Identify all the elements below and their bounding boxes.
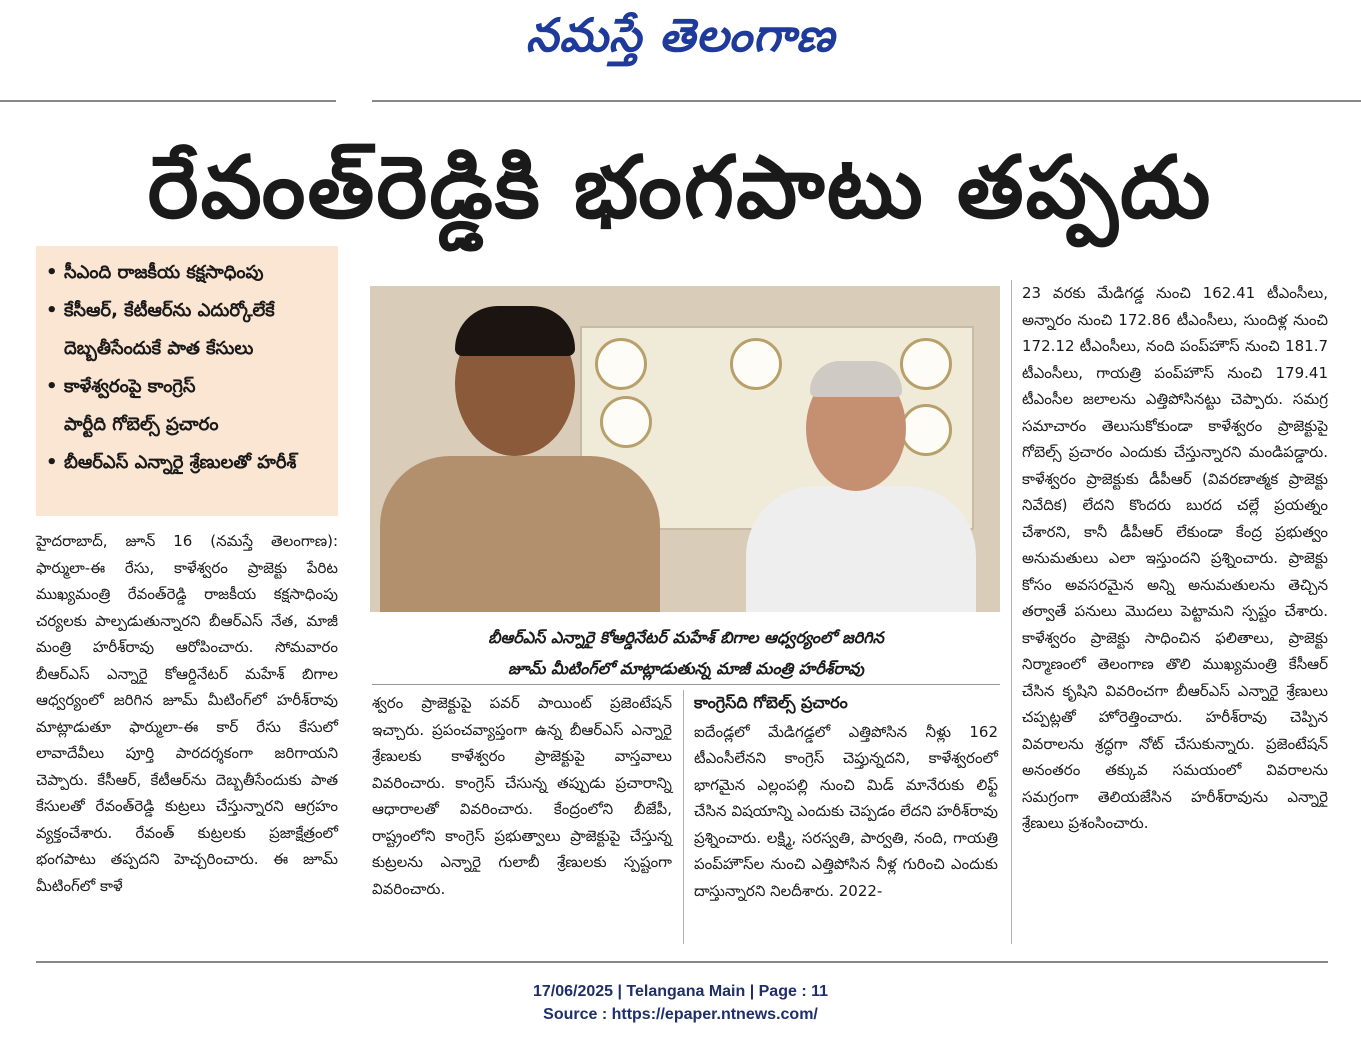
- bullet-icon: •: [46, 300, 58, 321]
- person-right-body: [746, 486, 976, 612]
- column-divider: [683, 690, 684, 944]
- headline: రేవంత్‌రెడ్డికి భంగపాటు తప్పదు: [147, 138, 1213, 238]
- clock-icon: [595, 338, 647, 390]
- person-left-hair: [455, 306, 575, 356]
- person-right-hair: [810, 361, 902, 397]
- person-left-body: [380, 456, 660, 612]
- masthead: [0, 0, 1361, 80]
- article-paragraph: ఐదేండ్లలో మేడిగడ్డలో ఎత్తిపోసిన నీళ్లు 162 టీఎంసీలేనని కాంగ్రెస్ చెప్తున్నదని, కాళేశ్వరంలో భాగమైన ఎల్లంపల్లి నుంచి మిడ్ మానేరుకు లిఫ్ట్ చేసిన విషయాన్ని ఎందుకు చెప్పడం లేదని హరీశ్‌రావు ప్రశ్నించారు. లక్ష్మి, సరస్వతి, పార్వతి, నంది, గాయత్రి పంప్‌హౌస్‌ల నుంచి ఎత్తిపోసిన నీళ్ల గురించి ఎందుకు దాస్తున్నారని నిలదీశారు. 2022-: [694, 722, 998, 900]
- bottom-divider: [36, 961, 1328, 963]
- article-paragraph: 23 వరకు మేడిగడ్డ నుంచి 162.41 టీఎంసీలు, అన్నారం నుంచి 172.86 టీఎంసీలు, సుందిళ్ల నుంచి 172.12 టీఎంసీలు, నంది పంప్‌హౌస్ నుంచి 181.7 టీఎంసీలు, గాయత్రి పంప్‌హౌస్ నుంచి 179.41 టీఎంసీల జలాలను ఎత్తిపోసినట్టు చెప్పారు. సమగ్ర సమాచారం తెలుసుకోకుండా కాళేశ్వరం ప్రాజెక్టుపై గోబెల్స్ ప్రచారం ఎందుకు చేస్తున్నారని మండిపడ్డారు. కాళేశ్వరం ప్రాజెక్టుకు డీపీఆర్ (వివరణాత్మక ప్రాజెక్టు నివేదిక) లేదని కొందరు బురద చల్లే ప్రయత్నం చేశారని, కానీ డీపీఆర్ లేకుండా కేంద్ర ప్రభుత్వం అనుమతులు ఎలా ఇస్తుందని ప్రశ్నించారు. ప్రాజెక్టు కోసం అవసరమైన అన్ని అనుమతులను తెచ్చిన తర్వాతే పనులు మొదలు పెట్టామని స్పష్టం చేశారు. కాళేశ్వరం ప్రాజెక్టు సాధించిన ఫలితాలు, ప్రాజెక్టు నిర్మాణంలో తెలంగాణ తొలి ముఖ్యమంత్రి కేసీఆర్ చేసిన కృషిని వివరించగా బీఆర్ఎస్ ఎన్నారై శ్రేణులు చప్పట్లతో హోరెత్తించారు. హరీశ్‌రావు చెప్పిన వివరాలను శ్రద్ధగా నోట్ చేసుకున్నారు. ప్రజెంటేషన్ అనంతరం తక్కువ సమయంలో వివరాలను సమగ్రంగా తెలియజేసిన హరీశ్‌రావును ఎన్నారై శ్రేణులు ప్రశంసించారు.: [1022, 284, 1328, 832]
- article-column-3: [694, 690, 998, 904]
- bullet-icon: •: [46, 452, 58, 473]
- photo-caption-line-1: బీఆర్ఎస్ ఎన్నారై కోఆర్డినేటర్ మహేశ్ బిగాల ఆధ్వర్యంలో జరిగిన: [488, 628, 884, 647]
- footer-edition-info: 17/06/2025 | Telangana Main | Page : 11: [532, 983, 829, 1000]
- article-paragraph: హైదరాబాద్, జూన్ 16 (నమస్తే తెలంగాణ): ఫార్ములా-ఈ రేసు, కాళేశ్వరం ప్రాజెక్టు పేరిట ముఖ్యమంత్రి రేవంత్‌రెడ్డి రాజకీయ కక్షసాధింపు చర్యలకు పాల్పడుతున్నారని బీఆర్ఎస్ నేత, మాజీ మంత్రి హరీశ్‌రావు ఆరోపించారు. సోమవారం బీఆర్ఎస్ ఎన్నారై కోఆర్డినేటర్ మహేశ్ బిగాల ఆధ్వర్యంలో జరిగిన జూమ్ మీటింగ్‌లో హరీశ్‌రావు మాట్లాడుతూ ఫార్ములా-ఈ కార్ రేసు కేసులో లావాదేవీలు పూర్తి పారదర్శకంగా జరిగాయని చెప్పారు. కేసీఆర్, కేటీఆర్‌ను దెబ్బతీసేందుకు పాత కేసులతో రేవంత్‌రెడ్డి కుట్రలు చేస్తున్నారని ఆగ్రహం వ్యక్తంచేశారు. రేవంత్ కుట్రలకు ప్రజాక్షేత్రంలో భంగపాటు తప్పదని హెచ్చరించారు. ఈ జూమ్ మీటింగ్‌లో కాళే: [36, 532, 338, 895]
- bullet-icon: •: [46, 376, 58, 397]
- article-photo: [370, 286, 1000, 612]
- top-divider-right: [372, 100, 1361, 102]
- section-subheading: కాంగ్రెస్‌ది గోబెల్స్ ప్రచారం: [694, 693, 848, 712]
- photo-caption: [372, 622, 1000, 684]
- masthead-title: నమస్తే తెలంగాణ: [525, 8, 836, 62]
- bullet-icon: •: [46, 262, 58, 283]
- highlight-item: • సీఎంది రాజకీయ కక్షసాధింపు: [44, 254, 338, 292]
- caption-divider: [372, 684, 1000, 685]
- clock-icon: [730, 338, 782, 390]
- highlight-item-continued: దెబ్బతీసేందుకే పాత కేసులు: [64, 338, 254, 359]
- highlight-item-continued: పార్టీది గోబెల్స్ ప్రచారం: [64, 414, 219, 435]
- highlight-item: • కేసీఆర్, కేటీఆర్‌ను ఎదుర్కోలేకే: [44, 292, 338, 330]
- column-divider: [1011, 280, 1012, 944]
- photo-caption-line-2: జూమ్ మీటింగ్‌లో మాట్లాడుతున్న మాజీ మంత్రి హరీశ్‌రావు: [508, 659, 864, 678]
- clock-icon: [900, 338, 952, 390]
- highlights-box: [36, 246, 338, 516]
- article-column-1: [36, 528, 338, 899]
- highlight-item: • కాళేశ్వరంపై కాంగ్రెస్: [44, 368, 338, 406]
- article-column-4: [1022, 280, 1328, 837]
- clock-icon: [900, 404, 952, 456]
- article-column-2: [372, 690, 672, 902]
- clock-icon: [600, 396, 652, 448]
- footer-source-link[interactable]: Source : https://epaper.ntnews.com/: [543, 1006, 818, 1023]
- highlight-item: • బీఆర్ఎస్ ఎన్నారై శ్రేణులతో హరీశ్: [44, 444, 338, 482]
- article-paragraph: శ్వరం ప్రాజెక్టుపై పవర్ పాయింట్ ప్రజెంటేషన్ ఇచ్చారు. ప్రపంచవ్యాప్తంగా ఉన్న బీఆర్ఎస్ ఎన్నారై శ్రేణులకు కాళేశ్వరం ప్రాజెక్టుపై వాస్తవాలు వివరించారు. కాంగ్రెస్ చేసున్న తప్పుడు ప్రచారాన్ని ఆధారాలతో వివరించారు. కేంద్రంలోని బీజేపీ, రాష్ట్రంలోని కాంగ్రెస్ ప్రభుత్వాలు ప్రాజెక్టుపై చేస్తున్న కుట్రలను ఎన్నారై గులాబీ శ్రేణులకు స్పష్టంగా వివరించారు.: [372, 694, 672, 898]
- top-divider-left: [0, 100, 336, 102]
